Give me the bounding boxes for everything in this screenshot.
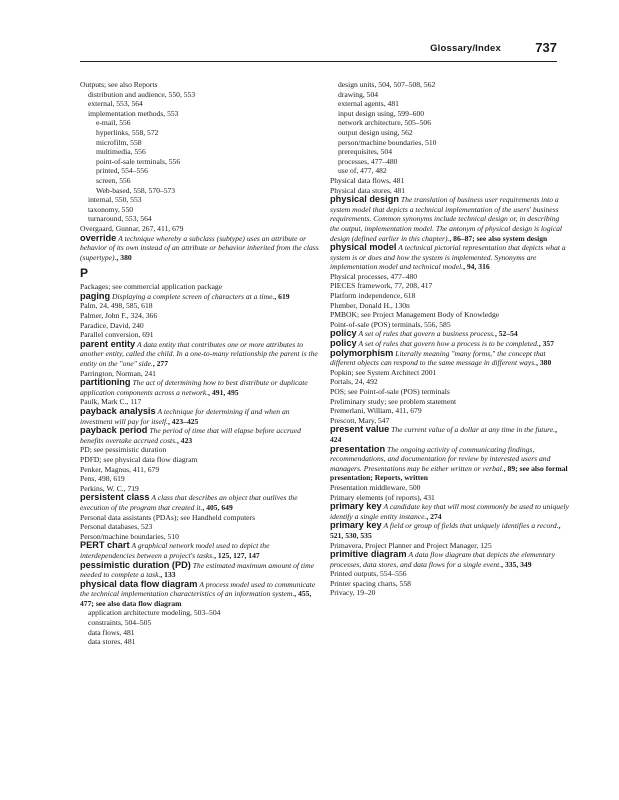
page-references: , 491, 495: [208, 387, 239, 397]
index-subentry: constraints, 504–505: [88, 618, 152, 628]
index-subentry: data stores, 481: [88, 637, 136, 647]
index-entry: POS; see Point-of-sale (POS) terminals: [330, 387, 450, 396]
index-entry: Palm, 24, 498, 585, 618: [80, 301, 153, 311]
glossary-entry: [80, 340, 320, 369]
page-references: , 423: [177, 435, 193, 445]
index-entry: Physical processes, 477–480: [330, 271, 418, 281]
page-references: , 521, 530, 535: [330, 521, 561, 540]
glossary-definition: A candidate key that will most commonly be used to uniquely identify a single entity instance.: [330, 502, 569, 521]
index-subentry: processes, 477–480: [338, 156, 398, 166]
index-subentry: hyperlinks, 558, 572: [96, 127, 159, 137]
page-references: , 380: [116, 252, 132, 262]
index-entry: Privacy, 19–20: [330, 588, 376, 598]
index-subentry: Web-based, 558, 570–573: [96, 185, 176, 195]
glossary-definition: A graphical network model used to depict the interdependencies between a project's tasks.: [80, 541, 270, 560]
index-entry: Printer spacing charts, 558: [330, 578, 411, 588]
index-entry: Personal data assistants (PDAs); see Handheld computers: [80, 512, 256, 522]
page-references: , 274: [426, 511, 442, 521]
glossary-definition: A data flow diagram that depicts the elementary processes, data stores, and data flows for a single event.: [330, 550, 555, 569]
index-subentry: external agents, 481: [338, 99, 399, 109]
glossary-definition: Displaying a complete screen of characters at a time.: [112, 291, 275, 301]
index-subentry: input design using, 599–600: [338, 108, 425, 118]
index-column-left: [80, 80, 320, 647]
glossary-term: paging: [80, 290, 111, 301]
index-entry: Physical data flows, 481: [330, 175, 405, 185]
index-subentry: network architecture, 505–506: [338, 118, 431, 128]
header-title: Glossary/Index: [430, 43, 501, 54]
glossary-definition: Literally meaning "many forms," the concept that different objects can respond to the same message in different ways.: [330, 348, 546, 368]
running-header: [80, 39, 557, 63]
glossary-term: payback analysis: [80, 406, 156, 416]
glossary-entry: [80, 493, 320, 512]
glossary-term: polymorphism: [330, 347, 394, 358]
index-entry: Printed outputs, 554–556: [330, 569, 407, 579]
glossary-entry: [80, 407, 320, 426]
index-entry: Platform independence, 618: [330, 291, 416, 301]
index-entry: Packages; see commercial application package: [80, 282, 223, 292]
index-entry: Plumber, Donald H., 130n: [330, 300, 410, 310]
page-references: , 52–54: [494, 329, 518, 339]
glossary-term: present value: [330, 424, 390, 435]
page-references: , 619: [274, 291, 290, 301]
glossary-definition: A set of rules that govern how a process is to be completed.: [358, 339, 539, 349]
glossary-entry: [80, 541, 320, 560]
index-entry: Premerlani, William, 411, 679: [330, 406, 422, 416]
index-entry: Physical data stores, 481: [330, 185, 406, 195]
glossary-entry: [330, 502, 570, 521]
glossary-entry: [330, 243, 570, 272]
glossary-definition: A technical pictorial representation that depicts what a system is or does and how the system is implemented. Synonyms are implementation model and technical model.: [330, 243, 566, 272]
glossary-term: primitive diagram: [330, 549, 407, 560]
glossary-term: PERT chart: [80, 540, 130, 551]
glossary-entry: [330, 329, 570, 339]
glossary-definition: A set of rules that govern a business process.: [358, 329, 495, 339]
page-references: , 424: [330, 425, 557, 444]
page-references: , 423–425: [167, 416, 199, 426]
index-column-right: [330, 80, 570, 598]
index-entry: Parallel conversion, 691: [80, 330, 154, 340]
index-entry: PMBOK; see Project Management Body of Knowledge: [330, 310, 500, 320]
glossary-entry: [330, 445, 570, 483]
glossary-term: persistent class: [80, 492, 150, 503]
glossary-entry: [330, 521, 570, 540]
index-entry: Perkins, W. C., 719: [80, 483, 139, 493]
index-subentry: taxonomy, 550: [88, 204, 134, 214]
index-entry: Person/machine boundaries, 510: [80, 531, 179, 541]
glossary-entry: [330, 349, 570, 368]
page-references: , 335, 349: [501, 559, 532, 569]
page-references: , 405, 649: [202, 502, 233, 512]
index-entry: PD; see pessimistic duration: [80, 445, 167, 455]
index-subentry: output design using, 562: [338, 127, 413, 137]
index-entry: Overgaard, Gunnar, 267, 411, 679: [80, 223, 184, 233]
index-subentry: multimedia, 556: [96, 147, 146, 157]
glossary-term: override: [80, 232, 117, 243]
index-subentry: printed, 554–556: [96, 166, 148, 176]
glossary-term: primary key: [330, 520, 382, 531]
glossary-entry: [330, 550, 570, 569]
glossary-term: physical design: [330, 194, 399, 205]
glossary-definition: The estimated maximum amount of time needed to complete a task.: [80, 560, 314, 580]
index-subentry: design units, 504, 507–508, 562: [338, 80, 436, 89]
index-entry: Parrington, Norman, 241: [80, 368, 156, 378]
index-entry: Primary elements (of reports), 431: [330, 492, 435, 502]
index-entry: Paradice, David, 240: [80, 320, 144, 330]
index-entry: Point-of-sale (POS) terminals, 556, 585: [330, 319, 451, 329]
index-entry: Personal databases, 523: [80, 522, 153, 532]
page-references: , 89; see also formal presentation; Reports, written: [330, 463, 568, 483]
header-rule: [80, 61, 557, 62]
index-entry: PDFD; see physical data flow diagram: [80, 454, 198, 464]
glossary-definition: The period of time that will elapse before accrued benefits overtake accrued costs.: [80, 426, 301, 445]
glossary-entry: [80, 292, 320, 302]
index-subentry: distribution and audience, 550, 553: [88, 89, 196, 99]
index-entry: Popkin; see System Architect 2001: [330, 367, 437, 377]
glossary-term: payback period: [80, 425, 148, 436]
glossary-definition: A field or group of fields that uniquely identifies a record.: [383, 521, 559, 531]
page-references: , 277: [152, 359, 168, 369]
glossary-term: parent entity: [80, 338, 136, 349]
glossary-definition: The translation of business user requirements into a system model that depicts a technical implementation of the users' business requirements. Common synonyms include technical design or, in describing the output, implementation model. The antonym of physical design is logical design (defined earlier in this chapter).: [330, 195, 563, 243]
glossary-term: presentation: [330, 443, 386, 454]
index-subentry: turnaround, 553, 564: [88, 214, 152, 224]
glossary-definition: A technique for determining if and when an investment will pay for itself.: [80, 407, 290, 426]
index-subentry: e-mail, 556: [96, 118, 131, 128]
glossary-entry: [80, 561, 320, 580]
page-references: , 380: [536, 358, 552, 368]
section-letter: P: [80, 266, 89, 281]
glossary-definition: The ongoing activity of communicating findings, recommendations, and documentation for review by interested users and managers. Presentations may be either written or verbal.: [330, 444, 551, 473]
index-subentry: external, 553, 564: [88, 99, 143, 109]
index-entry: Portals, 24, 492: [330, 377, 378, 387]
index-subentry: point-of-sale terminals, 556: [96, 156, 181, 166]
index-entry: Presentation middleware, 500: [330, 482, 421, 492]
glossary-definition: A process model used to communicate the technical implementation characteristics of an information system.: [80, 579, 316, 599]
index-subentry: microfilm, 558: [96, 137, 142, 147]
index-entry: Preliminary study; see problem statement: [330, 396, 457, 406]
glossary-definition: A data entity that contributes one or more attributes to another entity, called the child. In a one-to-many relationship the parent is the entity on the "one" side.: [80, 339, 318, 369]
glossary-entry: [330, 425, 570, 444]
glossary-definition: A technique whereby a subclass (subtype) uses an attribute or behavior of its own instead of an attribute or behavior inherited from the class (supertype).: [80, 233, 319, 262]
index-subentry: internal, 550, 553: [88, 195, 142, 205]
glossary-entry: [80, 378, 320, 397]
glossary-entry: [80, 580, 320, 609]
glossary-term: physical model: [330, 242, 397, 253]
glossary-term: physical data flow diagram: [80, 578, 198, 589]
index-entry: Pens, 498, 619: [80, 474, 125, 484]
glossary-term: primary key: [330, 501, 382, 512]
page-number: 737: [535, 40, 557, 55]
index-entry: Penker, Magnus, 411, 679: [80, 464, 160, 474]
glossary-term: partitioning: [80, 377, 131, 388]
index-entry: Prescott, Mary, 547: [330, 415, 390, 425]
glossary-entry: [80, 234, 320, 263]
index-entry: PIECES framework, 77, 208, 417: [330, 281, 433, 291]
page-references: , 94, 316: [463, 262, 490, 272]
index-entry: Outputs; see also Reports: [80, 80, 158, 89]
index-subentry: implementation methods, 553: [88, 108, 179, 118]
glossary-definition: A class that describes an object that outlives the execution of the program that created it.: [80, 493, 298, 512]
index-subentry: prerequisites, 504: [338, 147, 392, 157]
index-subentry: use of, 477, 482: [338, 166, 387, 176]
index-subentry: screen, 556: [96, 175, 131, 185]
page-references: , 125, 127, 147: [214, 550, 260, 560]
page-references: , 357: [538, 339, 554, 349]
index-subentry: person/machine boundaries, 510: [338, 137, 437, 147]
index-entry: Primavera, Project Planner and Project Manager, 125: [330, 540, 492, 550]
page-references: , 86–87; see also system design: [449, 233, 548, 243]
index-subentry: drawing, 504: [338, 89, 379, 99]
page-references: , 133: [160, 570, 176, 580]
glossary-entry: [330, 195, 570, 243]
index-entry: Palmer, John F., 324, 366: [80, 311, 158, 321]
index-subentry: application architecture modeling, 503–504: [88, 608, 221, 618]
glossary-definition: The current value of a dollar at any time in the future.: [391, 425, 556, 435]
page-references: , 455, 477; see also data flow diagram: [80, 589, 312, 608]
glossary-term: policy: [330, 328, 357, 339]
glossary-term: policy: [330, 338, 357, 349]
glossary-definition: The act of determining how to best distribute or duplicate application components across a network.: [80, 378, 308, 397]
index-entry: Paulk, Mark C., 117: [80, 397, 142, 407]
index-subentry: data flows, 481: [88, 627, 135, 637]
glossary-term: pessimistic duration (PD): [80, 559, 191, 570]
glossary-entry: [80, 426, 320, 445]
